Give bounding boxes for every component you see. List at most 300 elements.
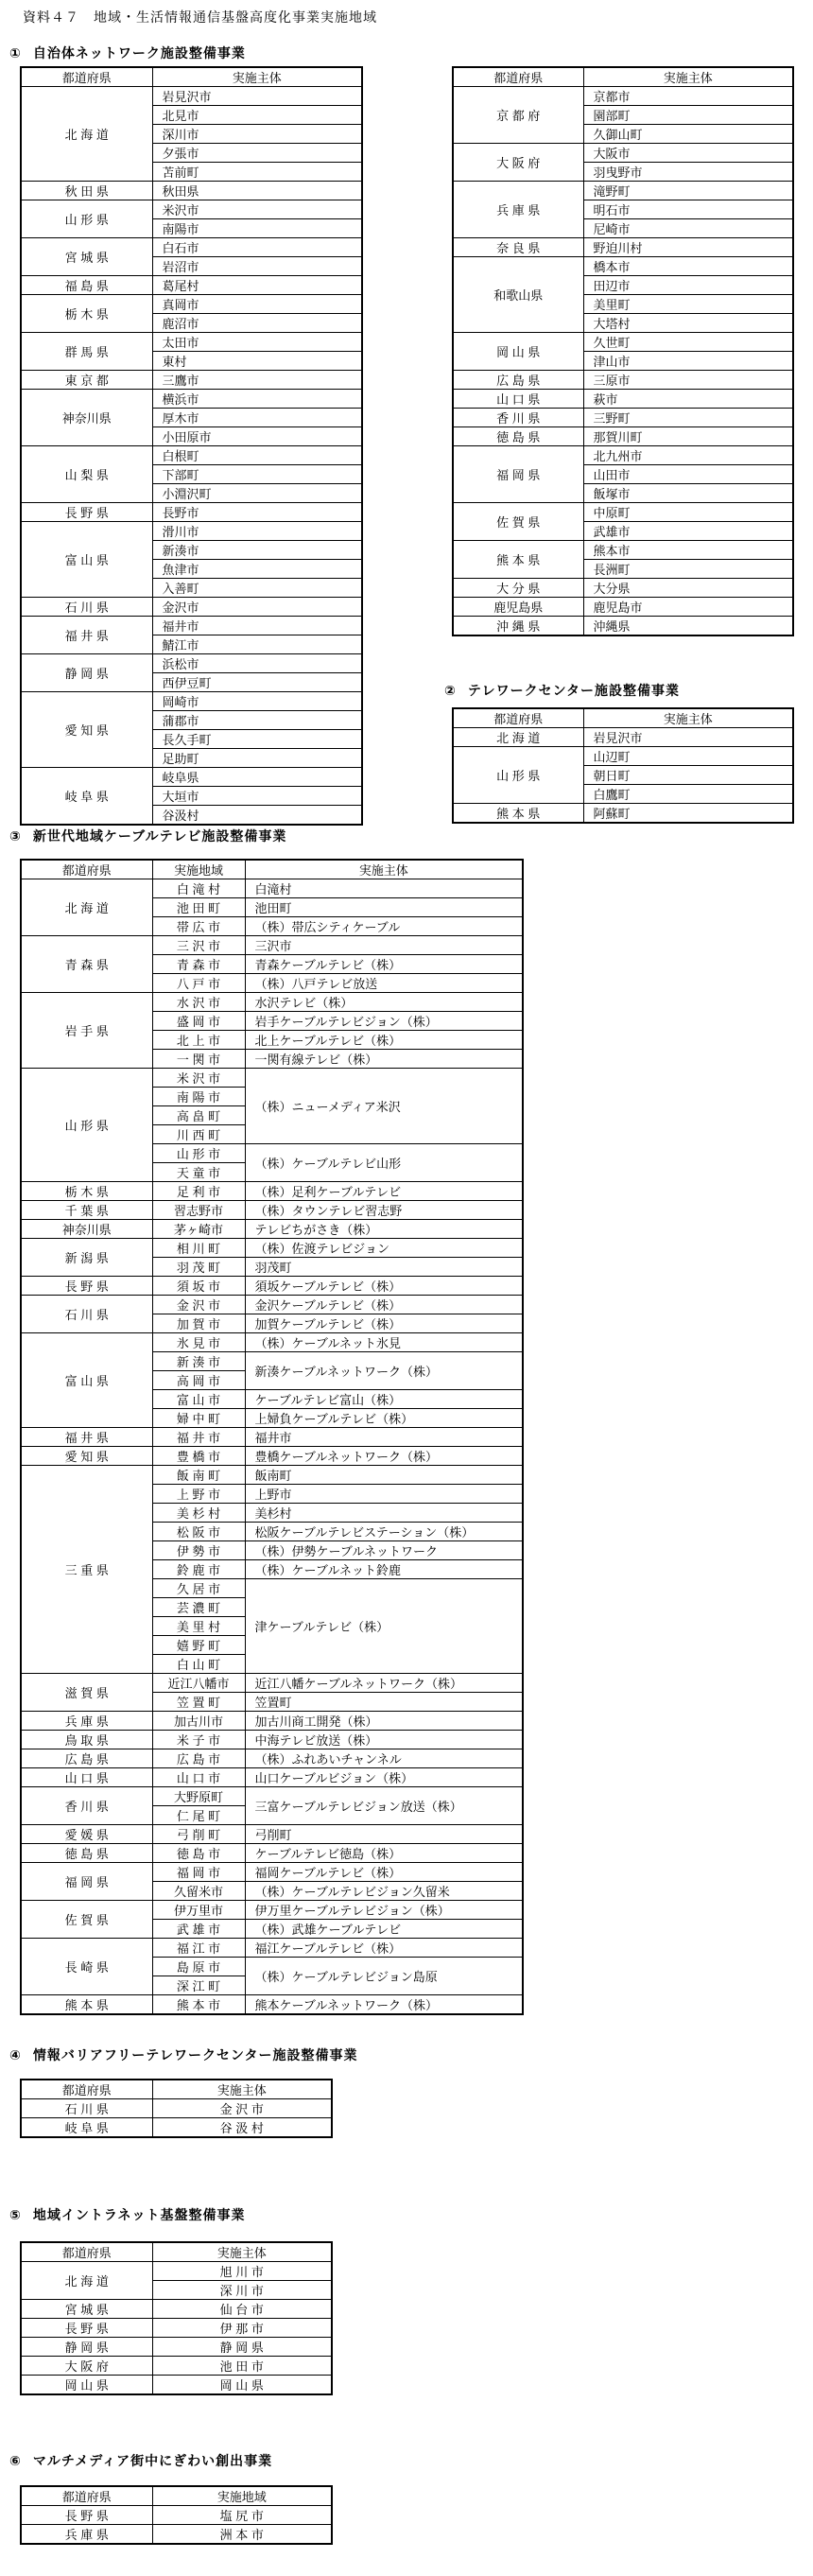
table-telework-center [452,707,794,824]
operator-cell: （株）ケーブルテレビジョン久留米 [245,1882,523,1901]
entity-cell: 三野町 [583,409,793,427]
entity-cell: 足助町 [152,749,362,768]
entity-cell: 中原町 [583,503,793,522]
region-cell: 武 雄 市 [152,1920,245,1939]
entity-cell: 横浜市 [152,390,362,409]
pref-cell: 熊 本 県 [21,1995,152,2015]
pref-cell: 石 川 県 [21,598,152,617]
operator-cell: 笠置町 [245,1693,523,1712]
pref-cell: 鳥 取 県 [21,1731,152,1749]
table-row [21,1182,523,1201]
entity-cell: 仙 台 市 [152,2300,332,2319]
col-header: 都道府県 [21,2486,152,2506]
operator-cell: 近江八幡ケーブルネットワーク（株） [245,1674,523,1693]
operator-cell: 北上ケーブルテレビ（株） [245,1031,523,1050]
table-row [453,728,793,747]
section1-heading [9,44,246,62]
entity-cell: 深川市 [152,125,362,144]
entity-cell: 滝野町 [583,182,793,200]
pref-cell: 大 阪 府 [21,2357,152,2376]
operator-cell: （株）ケーブルネット鈴鹿 [245,1560,523,1579]
entity-cell: 岩見沢市 [152,87,362,106]
pref-cell: 北 海 道 [21,2262,152,2300]
entity-cell: 美里町 [583,295,793,314]
section1-title: 自治体ネットワーク施設整備事業 [32,45,246,61]
operator-cell: （株）佐渡テレビジョン [245,1239,523,1258]
col-header: 都道府県 [21,2080,152,2099]
entity-cell: 洲 本 市 [152,2525,332,2545]
operator-cell: 青森ケーブルテレビ（株） [245,955,523,974]
section5-title: 地域イントラネット基盤整備事業 [32,2207,246,2222]
region-cell: 婦 中 町 [152,1409,245,1428]
pref-cell: 北 海 道 [453,728,583,747]
entity-cell: 北見市 [152,106,362,125]
operator-cell: （株）ふれあいチャンネル [245,1749,523,1768]
region-cell: 熊 本 市 [152,1995,245,2015]
region-cell: 盛 岡 市 [152,1012,245,1031]
table-row [21,371,362,390]
operator-cell: 上野市 [245,1485,523,1504]
entity-cell: 萩市 [583,390,793,409]
pref-cell: 石 川 県 [21,2099,152,2118]
operator-cell: （株）ケーブルテレビジョン島原 [245,1958,523,1995]
table-row [21,1995,523,2015]
pref-cell: 広 島 県 [453,371,583,390]
pref-cell: 東 京 都 [21,371,152,390]
col-header: 実施主体 [152,67,362,87]
table-row [453,427,793,446]
operator-cell: 福井市 [245,1428,523,1447]
pref-cell: 山 形 県 [453,747,583,804]
table-row [21,2357,332,2376]
pref-cell: 福 井 県 [21,617,152,654]
table-row [21,2262,332,2281]
table-row [21,1844,523,1863]
operator-cell: 美杉村 [245,1504,523,1523]
col-header: 実施主体 [152,2242,332,2262]
entity-cell: 山辺町 [583,747,793,766]
entity-cell: 東村 [152,352,362,371]
col-header: 実施主体 [583,67,793,87]
table-row [21,1863,523,1882]
pref-cell: 山 形 県 [21,200,152,238]
table-row [453,541,793,560]
operator-cell: 白滝村 [245,879,523,898]
entity-cell: 白石市 [152,238,362,257]
region-cell: 深 江 町 [152,1976,245,1995]
table-row [21,993,523,1012]
pref-cell: 千 葉 県 [21,1201,152,1220]
table-row [21,390,362,409]
region-cell: 高 岡 市 [152,1371,245,1390]
region-cell: 三 沢 市 [152,936,245,955]
table-row [21,1674,523,1693]
pref-cell: 滋 賀 県 [21,1674,152,1712]
region-cell: 芸 濃 町 [152,1598,245,1617]
region-cell: 久留米市 [152,1882,245,1901]
operator-cell: 羽茂町 [245,1258,523,1277]
pref-cell: 石 川 県 [21,1296,152,1333]
col-header: 実施地域 [152,860,245,879]
pref-cell: 京 都 府 [453,87,583,144]
section4-number: ④ [9,2047,22,2063]
entity-cell: 橋本市 [583,257,793,276]
operator-cell: 三富ケーブルテレビジョン放送（株） [245,1787,523,1825]
region-cell: 鈴 鹿 市 [152,1560,245,1579]
region-cell: 福 岡 市 [152,1863,245,1882]
entity-cell: 夕張市 [152,144,362,163]
pref-cell: 栃 木 県 [21,1182,152,1201]
pref-cell: 福 岡 県 [453,446,583,503]
pref-cell: 神奈川県 [21,1220,152,1239]
pref-cell: 長 野 県 [21,2506,152,2525]
table-row [21,617,362,635]
table-row [21,768,362,787]
table-row [21,1825,523,1844]
table-row [21,2338,332,2357]
operator-cell: （株）ニューメディア米沢 [245,1069,523,1144]
pref-cell: 沖 縄 県 [453,617,583,636]
header-row [21,860,523,879]
table-row [453,503,793,522]
section3-heading [9,827,286,845]
operator-cell: 金沢ケーブルテレビ（株） [245,1296,523,1314]
region-cell: 伊 勢 市 [152,1541,245,1560]
table-row [453,371,793,390]
table-row [21,522,362,541]
operator-cell: 弓削町 [245,1825,523,1844]
entity-cell: 金 沢 市 [152,2099,332,2118]
pref-cell: 福 島 県 [21,276,152,295]
operator-cell: （株）伊勢ケーブルネットワーク [245,1541,523,1560]
operator-cell: （株）帯広シティケーブル [245,917,523,936]
entity-cell: 那賀川町 [583,427,793,446]
entity-cell: 長洲町 [583,560,793,579]
entity-cell: 羽曳野市 [583,163,793,182]
table-row [21,879,523,898]
entity-cell: 入善町 [152,579,362,598]
entity-cell: 金沢市 [152,598,362,617]
pref-cell: 岐 阜 県 [21,2118,152,2138]
table-row [21,1428,523,1447]
entity-cell: 谷 汲 村 [152,2118,332,2138]
section2-title: テレワークセンター施設整備事業 [467,683,681,698]
region-cell: 笠 置 町 [152,1693,245,1712]
pref-cell: 福 井 県 [21,1428,152,1447]
pref-cell: 熊 本 県 [453,804,583,824]
section2-number: ② [444,683,457,698]
pref-cell: 愛 知 県 [21,1447,152,1466]
pref-cell: 愛 知 県 [21,692,152,768]
region-cell: 飯 南 町 [152,1466,245,1485]
entity-cell: 太田市 [152,333,362,352]
pref-cell: 新 潟 県 [21,1239,152,1277]
table-row [453,257,793,276]
operator-cell: 新湊ケーブルネットワーク（株） [245,1352,523,1390]
entity-cell: 浜松市 [152,654,362,673]
region-cell: 天 童 市 [152,1163,245,1182]
section5-heading [9,2205,245,2224]
table-row [453,409,793,427]
region-cell: 須 坂 市 [152,1277,245,1296]
pref-cell: 熊 本 県 [453,541,583,579]
region-cell: 島 原 市 [152,1958,245,1976]
operator-cell: 豊橋ケーブルネットワーク（株） [245,1447,523,1466]
entity-cell: 塩 尻 市 [152,2506,332,2525]
entity-cell: 苫前町 [152,163,362,182]
region-cell: 氷 見 市 [152,1333,245,1352]
pref-cell: 香 川 県 [453,409,583,427]
region-cell: 嬉 野 町 [152,1636,245,1655]
table-row [21,1768,523,1787]
entity-cell: 熊本市 [583,541,793,560]
entity-cell: 津山市 [583,352,793,371]
pref-cell: 和歌山県 [453,257,583,333]
region-cell: 白 山 町 [152,1655,245,1674]
pref-cell: 栃 木 県 [21,295,152,333]
table-row [21,1901,523,1920]
region-cell: 羽 茂 町 [152,1258,245,1277]
table-barrier-free-telework [20,2079,333,2138]
region-cell: 茅ヶ崎市 [152,1220,245,1239]
table-row [453,747,793,766]
table-row [453,390,793,409]
pref-cell: 山 口 県 [453,390,583,409]
operator-cell: （株）タウンテレビ習志野 [245,1201,523,1220]
pref-cell: 長 野 県 [21,503,152,522]
region-cell: 一 関 市 [152,1050,245,1069]
table-row [453,238,793,257]
region-cell: 山 形 市 [152,1144,245,1163]
entity-cell: 長野市 [152,503,362,522]
operator-cell: ケーブルテレビ徳島（株） [245,1844,523,1863]
pref-cell: 長 崎 県 [21,1939,152,1995]
table-row [21,1333,523,1352]
pref-cell: 徳 島 県 [21,1844,152,1863]
pref-cell: 静 岡 県 [21,654,152,692]
pref-cell: 佐 賀 県 [453,503,583,541]
table-row [21,1239,523,1258]
section6-heading [9,2451,272,2470]
operator-cell: （株）ケーブルテレビ山形 [245,1144,523,1182]
entity-cell: 真岡市 [152,295,362,314]
entity-cell: 西伊豆町 [152,673,362,692]
pref-cell: 岡 山 県 [21,2376,152,2395]
operator-cell: 飯南町 [245,1466,523,1485]
table-row [21,333,362,352]
entity-cell: 園部町 [583,106,793,125]
pref-cell: 広 島 県 [21,1749,152,1768]
pref-cell: 兵 庫 県 [453,182,583,238]
operator-cell: 福岡ケーブルテレビ（株） [245,1863,523,1882]
entity-cell: 岐阜県 [152,768,362,787]
table-jichitai-network-right [452,66,794,636]
region-cell: 福 井 市 [152,1428,245,1447]
operator-cell: 池田町 [245,898,523,917]
operator-cell: （株）武雄ケーブルテレビ [245,1920,523,1939]
entity-cell: 三鷹市 [152,371,362,390]
region-cell: 新 湊 市 [152,1352,245,1371]
table-row [21,276,362,295]
entity-cell: 鹿児島市 [583,598,793,617]
region-cell: 米 子 市 [152,1731,245,1749]
entity-cell: 鹿沼市 [152,314,362,333]
pref-cell: 富 山 県 [21,522,152,598]
pref-cell: 福 岡 県 [21,1863,152,1901]
pref-cell: 兵 庫 県 [21,1712,152,1731]
entity-cell: 白根町 [152,446,362,465]
table-row [21,2506,332,2525]
entity-cell: 旭 川 市 [152,2262,332,2281]
table-intranet [20,2241,333,2395]
region-cell: 仁 尾 町 [152,1806,245,1825]
table-row [453,144,793,163]
region-cell: 南 陽 市 [152,1088,245,1106]
operator-cell: 上婦負ケーブルテレビ（株） [245,1409,523,1428]
table-row [21,1731,523,1749]
operator-cell: ケーブルテレビ富山（株） [245,1390,523,1409]
table-row [21,503,362,522]
region-cell: 相 川 町 [152,1239,245,1258]
section6-number: ⑥ [9,2453,22,2468]
region-cell: 金 沢 市 [152,1296,245,1314]
table-row [21,2376,332,2395]
pref-cell: 群 馬 県 [21,333,152,371]
header-row [21,2242,332,2262]
region-cell: 帯 広 市 [152,917,245,936]
entity-cell: 岡崎市 [152,692,362,711]
region-cell: 久 居 市 [152,1579,245,1598]
table-row [453,579,793,598]
section3-title: 新世代地域ケーブルテレビ施設整備事業 [32,828,287,844]
entity-cell: 静 岡 県 [152,2338,332,2357]
col-header: 都道府県 [21,67,152,87]
table-row [453,617,793,636]
pref-cell: 大 分 県 [453,579,583,598]
table-row [453,182,793,200]
operator-cell: 岩手ケーブルテレビジョン（株） [245,1012,523,1031]
entity-cell: 谷汲村 [152,806,362,826]
table-row [21,692,362,711]
region-cell: 高 畠 町 [152,1106,245,1125]
section3-number: ③ [9,828,22,844]
table-row [21,1787,523,1806]
pref-cell: 長 野 県 [21,1277,152,1296]
col-header: 実施地域 [152,2486,332,2506]
pref-cell: 宮 城 県 [21,238,152,276]
pref-cell: 佐 賀 県 [21,1901,152,1939]
entity-cell: 山田市 [583,465,793,484]
entity-cell: 米沢市 [152,200,362,219]
region-cell: 松 阪 市 [152,1523,245,1541]
entity-cell: 北九州市 [583,446,793,465]
region-cell: 加古川市 [152,1712,245,1731]
col-header: 実施主体 [245,860,523,879]
entity-cell: 三原市 [583,371,793,390]
entity-cell: 新湊市 [152,541,362,560]
entity-cell: 小淵沢町 [152,484,362,503]
entity-cell: 伊 那 市 [152,2319,332,2338]
header-row [21,67,362,87]
entity-cell: 田辺市 [583,276,793,295]
header-row [453,67,793,87]
entity-cell: 長久手町 [152,730,362,749]
region-cell: 習志野市 [152,1201,245,1220]
region-cell: 山 口 市 [152,1768,245,1787]
entity-cell: 京都市 [583,87,793,106]
region-cell: 加 賀 市 [152,1314,245,1333]
table-row [453,446,793,465]
header-row [21,2486,332,2506]
operator-cell: 水沢テレビ（株） [245,993,523,1012]
pref-cell: 宮 城 県 [21,2300,152,2319]
operator-cell: 熊本ケーブルネットワーク（株） [245,1995,523,2015]
pref-cell: 兵 庫 県 [21,2525,152,2545]
table-row [21,1749,523,1768]
table-row [453,804,793,824]
entity-cell: 深 川 市 [152,2281,332,2300]
header-row [21,2080,332,2099]
entity-cell: 尼崎市 [583,219,793,238]
region-cell: 水 沢 市 [152,993,245,1012]
table-row [21,598,362,617]
table-row [21,87,362,106]
table-row [21,1069,523,1088]
entity-cell: 秋田県 [152,182,362,200]
entity-cell: 小田原市 [152,427,362,446]
operator-cell: 山口ケーブルビジョン（株） [245,1768,523,1787]
region-cell: 福 江 市 [152,1939,245,1958]
region-cell: 白 滝 村 [152,879,245,898]
section6-title: マルチメディア街中にぎわい創出事業 [32,2453,273,2468]
entity-cell: 池 田 市 [152,2357,332,2376]
pref-cell: 山 口 県 [21,1768,152,1787]
entity-cell: 厚木市 [152,409,362,427]
region-cell: 富 山 市 [152,1390,245,1409]
page-title: 資料４７ 地域・生活情報通信基盤高度化事業実施地域 [23,9,377,25]
operator-cell: 伊万里ケーブルテレビジョン（株） [245,1901,523,1920]
pref-cell: 山 形 県 [21,1069,152,1182]
pref-cell: 岐 阜 県 [21,768,152,826]
table-row [21,1466,523,1485]
table-row [21,2300,332,2319]
entity-cell: 久御山町 [583,125,793,144]
entity-cell: 大垣市 [152,787,362,806]
table-row [453,598,793,617]
pref-cell: 奈 良 県 [453,238,583,257]
table-row [21,1201,523,1220]
region-cell: 美 杉 村 [152,1504,245,1523]
section5-number: ⑤ [9,2207,22,2222]
entity-cell: 下部町 [152,465,362,484]
region-cell: 広 島 市 [152,1749,245,1768]
region-cell: 近江八幡市 [152,1674,245,1693]
table-row [21,238,362,257]
pref-cell: 静 岡 県 [21,2338,152,2357]
table-jichitai-network-left [20,66,363,826]
table-row [21,182,362,200]
table-row [21,1277,523,1296]
header-row [453,708,793,728]
pref-cell: 徳 島 県 [453,427,583,446]
table-row [21,295,362,314]
operator-cell: 松阪ケーブルテレビステーション（株） [245,1523,523,1541]
pref-cell: 愛 媛 県 [21,1825,152,1844]
operator-cell: 加古川商工開発（株） [245,1712,523,1731]
entity-cell: 岩沼市 [152,257,362,276]
pref-cell: 北 海 道 [21,879,152,936]
region-cell: 上 野 市 [152,1485,245,1504]
